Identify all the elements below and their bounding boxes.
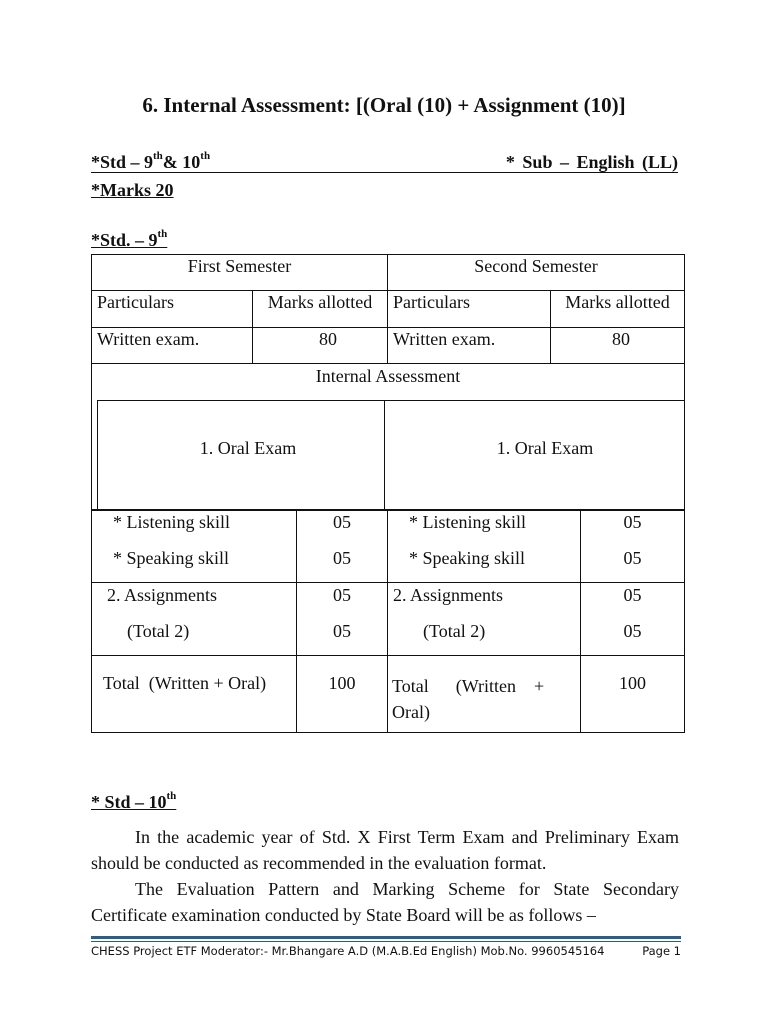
particulars-header-1: Particulars <box>97 292 174 312</box>
total-written-oral-1: Total (Written + Oral) <box>103 673 267 693</box>
std-10-text: & 10 <box>162 152 201 172</box>
footer <box>91 944 681 958</box>
marks-allotted-header-2: Marks allotted <box>565 292 670 312</box>
std9-heading-text: *Std. – 9 <box>91 230 158 250</box>
speaking-skill-1: * Speaking skill <box>113 548 229 568</box>
marks-label: *Marks 20 <box>91 180 174 200</box>
total-marks-2: 100 <box>619 673 646 693</box>
page-number: Page 1 <box>642 944 681 958</box>
total2-1: (Total 2) <box>127 621 190 641</box>
total-marks-1: 100 <box>328 673 356 693</box>
footer-rule <box>91 936 681 939</box>
speaking-marks-1: 05 <box>333 548 351 568</box>
total2-2: (Total 2) <box>423 621 486 641</box>
paragraph-2: The Evaluation Pattern and Marking Scheme for State Secondary Certificate examination conducted by State Board will be as follows – <box>91 879 679 925</box>
total-written-oral-2: Total (Written + Oral) <box>392 676 549 722</box>
listening-skill-1: * Listening skill <box>113 512 230 532</box>
written-exam-1: Written exam. <box>97 329 200 349</box>
total2-marks-2: 05 <box>623 621 642 641</box>
footer-rule-thin <box>91 941 681 942</box>
internal-assessment-header: Internal Assessment <box>315 366 461 386</box>
assignments-2: 2. Assignments <box>393 585 504 605</box>
total2-marks-1: 05 <box>333 621 351 641</box>
std-label <box>91 152 210 173</box>
std9-heading <box>91 230 167 251</box>
header-underline <box>91 172 678 173</box>
sup-th: th <box>200 150 211 162</box>
marks-allotted-header-1: Marks allotted <box>267 292 373 312</box>
particulars-header-2: Particulars <box>393 292 470 312</box>
sup-th: th <box>166 790 177 802</box>
first-semester-header: First Semester <box>187 256 292 276</box>
subject-label: * Sub – English (LL) <box>505 152 678 172</box>
assignments-marks-1: 05 <box>333 585 351 605</box>
footer-text: CHESS Project ETF Moderator:- Mr.Bhangare A.D (M.A.B.Ed English) Mob.No. 9960545164 <box>91 944 605 958</box>
sup-th: th <box>157 228 168 240</box>
std10-heading-text: * Std – 10 <box>91 792 167 812</box>
written-marks-2: 80 <box>612 329 630 349</box>
written-marks-1: 80 <box>319 329 337 349</box>
listening-marks-1: 05 <box>333 512 351 532</box>
listening-marks-2: 05 <box>623 512 642 532</box>
paragraph-1: In the academic year of Std. X First Term Exam and Preliminary Exam should be conducted as recommended in the evaluation format. <box>91 827 679 873</box>
assignments-marks-2: 05 <box>623 585 642 605</box>
second-semester-header: Second Semester <box>474 256 598 276</box>
speaking-marks-2: 05 <box>623 548 642 568</box>
listening-skill-2: * Listening skill <box>409 512 526 532</box>
std10-heading <box>91 792 176 813</box>
speaking-skill-2: * Speaking skill <box>409 548 525 568</box>
oral-exam-2: 1. Oral Exam <box>496 438 594 458</box>
oral-exam-1: 1. Oral Exam <box>199 438 297 458</box>
written-exam-2: Written exam. <box>393 329 496 349</box>
page-title: 6. Internal Assessment: [(Oral (10) + Assignment (10)] <box>142 93 626 117</box>
std-9-text: *Std – 9 <box>91 152 154 172</box>
sup-th: th <box>153 150 163 162</box>
assignments-1: 2. Assignments <box>107 585 218 605</box>
